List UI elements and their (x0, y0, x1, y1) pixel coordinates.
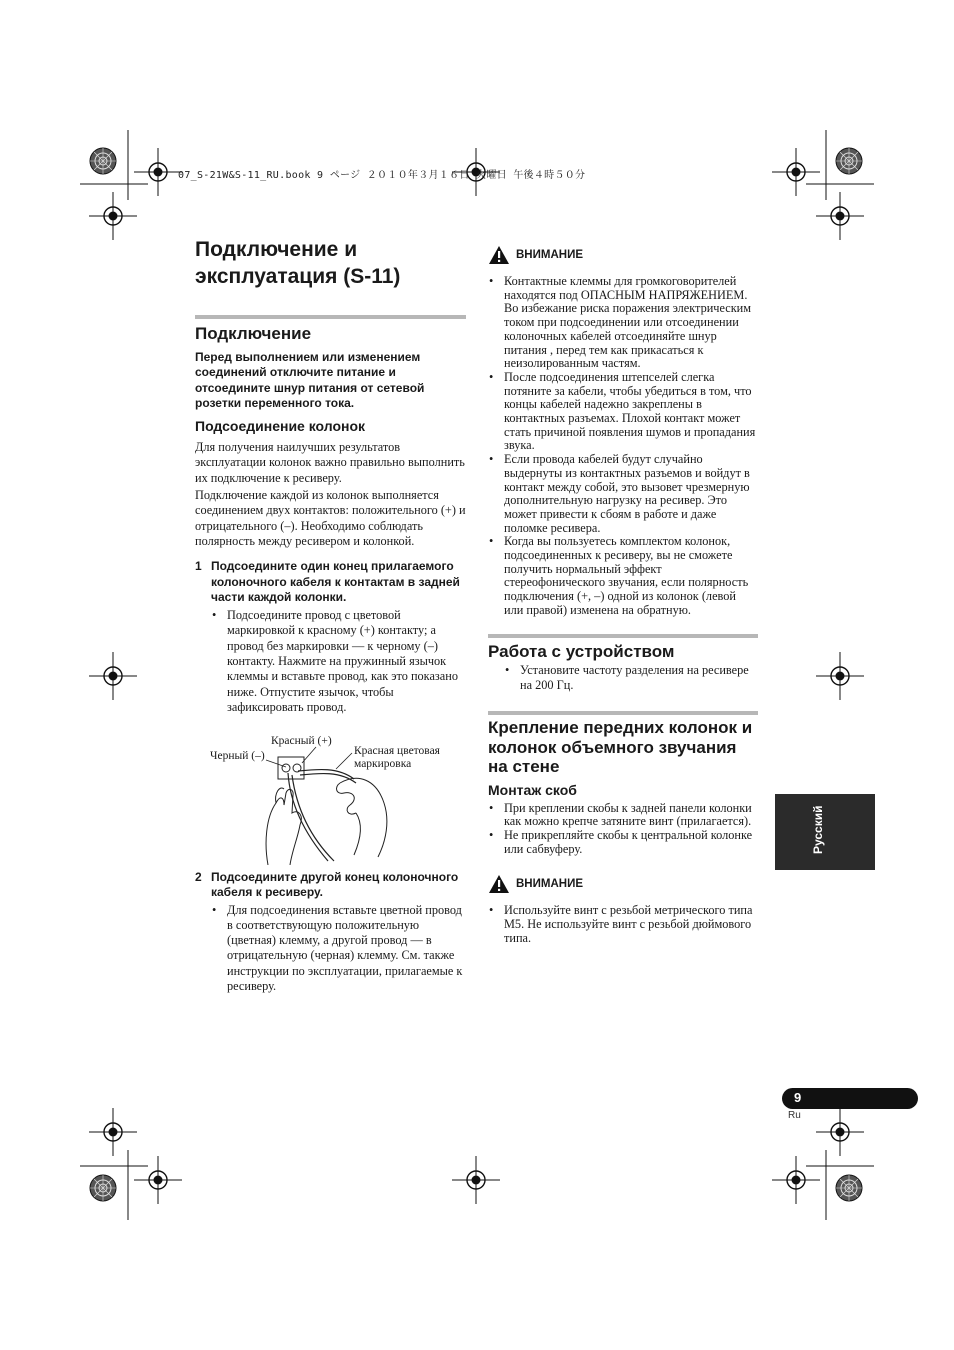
page-number-pill (782, 1088, 918, 1109)
left-column-lower (195, 870, 466, 994)
caution-block-1 (488, 245, 758, 265)
list-item: • Если провода кабелей будут случайно выдернуты из контактных разъемов и войдут в контакт между собой, это вызовет чрезмерную дополнительную нагрузку на ресивер. Это может привести к сбоям в работе и даже поломке ресивера. (488, 453, 758, 535)
paragraph-1: Для получения наилучших результатов эксплуатации колонок важно правильно выполнить их подключение к ресиверу. (195, 440, 465, 485)
intro-text (195, 440, 466, 549)
list-item: • Для подсоединения вставьте цветной провод в соответствующую положительную (цветная) клемму, а другой провод — в отрицательную (черная) клемму. См. также инструкции по эксплуатации, прилагаемые к ресиверу. (211, 903, 466, 995)
list-item: • Установите частоту разделения на ресивере на 200 Гц. (504, 663, 758, 694)
step-2-text: Подсоедините другой конец колоночного кабеля к ресиверу. (211, 870, 459, 900)
brackets-list (488, 802, 758, 857)
list-item: • Не прикрепляйте скобы к центральной колонке или сабвуферу. (488, 829, 758, 856)
caution-block-2 (488, 874, 758, 894)
paragraph-2: Подключение каждой из колонок выполняется соединением двух контактов: положительного (+) и отрицательного (–). Необходимо соблюдать полярность между ресивером и колонкой. (195, 488, 466, 548)
step-2 (195, 870, 466, 901)
step-2-number: 2 (195, 870, 202, 884)
subheading-speaker-connection: Подсоединение колонок (195, 418, 366, 435)
list-item: • Контактные клеммы для громкоговорителей находятся под ОПАСНЫМ НАПРЯЖЕНИЕМ. Во избежание риска поражения электрическим током при подсоединении или отсоединении колоночных кабелей отсоединяйте шнур питания , перед тем как прикасаться к неизолированным частям. (488, 275, 758, 371)
language-tab (775, 794, 875, 870)
connection-figure (208, 733, 466, 865)
list-item: • При креплении скобы к задней панели колонки как можно крепче затяните винт (прилагается). (488, 802, 758, 829)
left-column (195, 315, 466, 715)
caution-list-1 (488, 275, 758, 618)
page-title: Подключение и эксплуатация (S-11) (195, 238, 401, 288)
step-1 (195, 559, 466, 605)
label-black-terminal: Черный (–) (210, 750, 265, 762)
operation-list (504, 663, 758, 694)
page-language-code: Ru (788, 1110, 801, 1121)
power-warning: Перед выполнением или изменением соединений отключите питание и отсоедините шнур питания от сетевой розетки переменного тока. (195, 350, 425, 410)
subheading-brackets: Монтаж скоб (488, 781, 577, 798)
step-1-bullets (211, 608, 466, 715)
label-color-marking-2: маркировка (354, 758, 412, 770)
right-column (488, 245, 758, 946)
label-color-marking-1: Красная цветовая (354, 745, 440, 757)
list-item: • После подсоединения штепселей слегка потяните за кабели, чтобы убедиться в том, что концы кабелей надежно закреплены в контактных разъемах. Плохой контакт может стать причиной появления шумов и пропадания звука. (488, 371, 758, 453)
section-rule (195, 315, 466, 319)
step-1-number: 1 (195, 559, 202, 574)
warning-triangle-icon (488, 245, 510, 265)
language-tab-label: Русский (811, 805, 825, 854)
step-2-bullets (211, 903, 466, 995)
label-red-terminal: Красный (+) (271, 735, 332, 747)
section-heading-operation: Работа с устройством (488, 641, 675, 661)
section-rule (488, 711, 758, 715)
list-item: • Используйте винт с резьбой метрического типа M5. Не используйте винт с резьбой дюймового типа. (488, 904, 758, 945)
page-number: 9 (794, 1090, 802, 1105)
list-item: • Когда вы пользуетесь комплектом колонок, подсоединенных к ресиверу, вы не сможете получить нормальный эффект стереофонического звучания, если полярность подключения (+, –) одной из колонок (левой или правой) изменена на обратную. (488, 535, 758, 617)
book-header-line: 07_S-21W&S-11_RU.book 9 ページ ２０１０年３月１６日 火曜日 午後４時５０分 (178, 170, 586, 181)
hand-terminal-illustration (208, 733, 466, 865)
caution-list-2 (488, 904, 758, 945)
caution-label: ВНИМАНИЕ (516, 249, 584, 261)
section-heading-wall-mount: Крепление передних колонок и колонок объемного звучания на стене (488, 718, 753, 777)
list-item: • Подсоедините провод с цветовой маркировкой к красному (+) контакту; а провод без маркировки — к черному (–) контакту. Нажмите на пружинный язычок клеммы и вставьте провод, как это показано ниже. Отпустите язычок, чтобы зафиксировать провод. (211, 608, 466, 715)
warning-triangle-icon (488, 874, 510, 894)
section-heading-connection: Подключение (195, 324, 312, 343)
caution-label: ВНИМАНИЕ (516, 878, 584, 891)
section-rule (488, 634, 758, 638)
step-1-text: Подсоедините один конец прилагаемого колоночного кабеля к контактам в задней части каждой колонки. (211, 559, 460, 604)
